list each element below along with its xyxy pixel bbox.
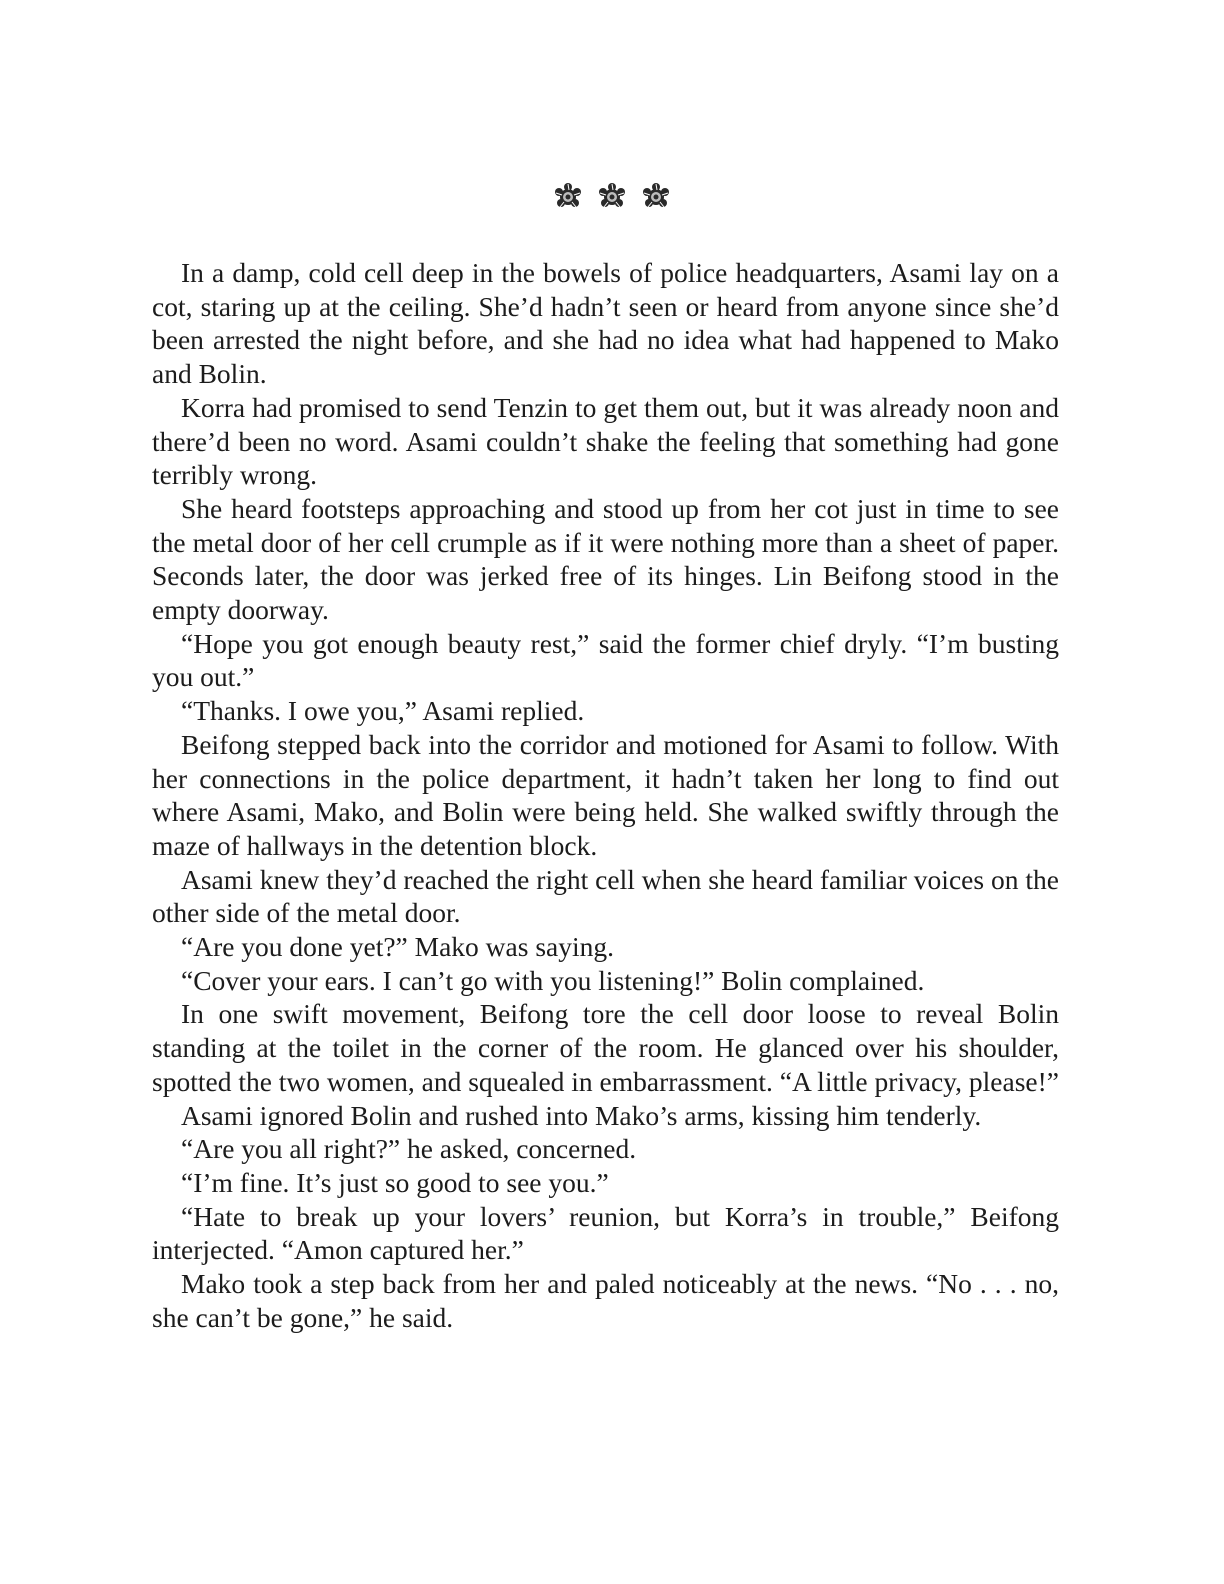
paragraph: “Hate to break up your lovers’ reunion, but Korra’s in trouble,” Beifong interjected. “Amon captured her.” xyxy=(152,1200,1059,1266)
flower-ornament-icon xyxy=(553,182,583,212)
paragraph: Beifong stepped back into the corridor and motioned for Asami to follow. With her connections in the police department, it hadn’t taken her long to find out where Asami, Mako, and Bolin were being held. She walked swiftly through the maze of hallways in the detention block. xyxy=(152,728,1059,861)
paragraph: She heard footsteps approaching and stood up from her cot just in time to see the metal door of her cell crumple as if it were nothing more than a sheet of paper. Seconds later, the door was jerked free of its hinges. Lin Beifong stood in the empty doorway. xyxy=(152,492,1059,626)
body-text xyxy=(152,256,1059,1335)
section-break-ornament xyxy=(0,182,1224,212)
paragraph: In one swift movement, Beifong tore the cell door loose to reveal Bolin standing at the toilet in the corner of the room. He glanced over his shoulder, spotted the two women, and squealed in embarrassment. “A little privacy, please!” xyxy=(152,998,1059,1097)
paragraph: “Are you done yet?” Mako was saying. xyxy=(181,931,614,963)
flower-ornament-icon xyxy=(597,182,627,212)
paragraph: Korra had promised to send Tenzin to get them out, but it was already noon and there’d been no word. Asami couldn’t shake the feeling that something had gone terribly wrong. xyxy=(152,391,1059,491)
paragraph: “Thanks. I owe you,” Asami replied. xyxy=(181,695,585,727)
paragraph: “Hope you got enough beauty rest,” said the former chief dryly. “I’m busting you out.” xyxy=(152,627,1059,693)
paragraph: “I’m fine. It’s just so good to see you.” xyxy=(181,1166,609,1198)
paragraph: Mako took a step back from her and paled noticeably at the news. “No . . . no, she can’t be gone,” he said. xyxy=(152,1268,1059,1333)
paragraph: “Are you all right?” he asked, concerned. xyxy=(181,1133,637,1165)
paragraph: Asami ignored Bolin and rushed into Mako’s arms, kissing him tenderly. xyxy=(181,1099,982,1131)
paragraph: Asami knew they’d reached the right cell when she heard familiar voices on the other side of the metal door. xyxy=(152,863,1059,929)
flower-ornament-icon xyxy=(641,182,671,212)
paragraph: “Cover your ears. I can’t go with you listening!” Bolin complained. xyxy=(181,964,925,996)
paragraph: In a damp, cold cell deep in the bowels of police headquarters, Asami lay on a cot, staring up at the ceiling. She’d hadn’t seen or heard from anyone since she’d been arrested the night before, and she had no idea what had happened to Mako and Bolin. xyxy=(152,257,1059,390)
